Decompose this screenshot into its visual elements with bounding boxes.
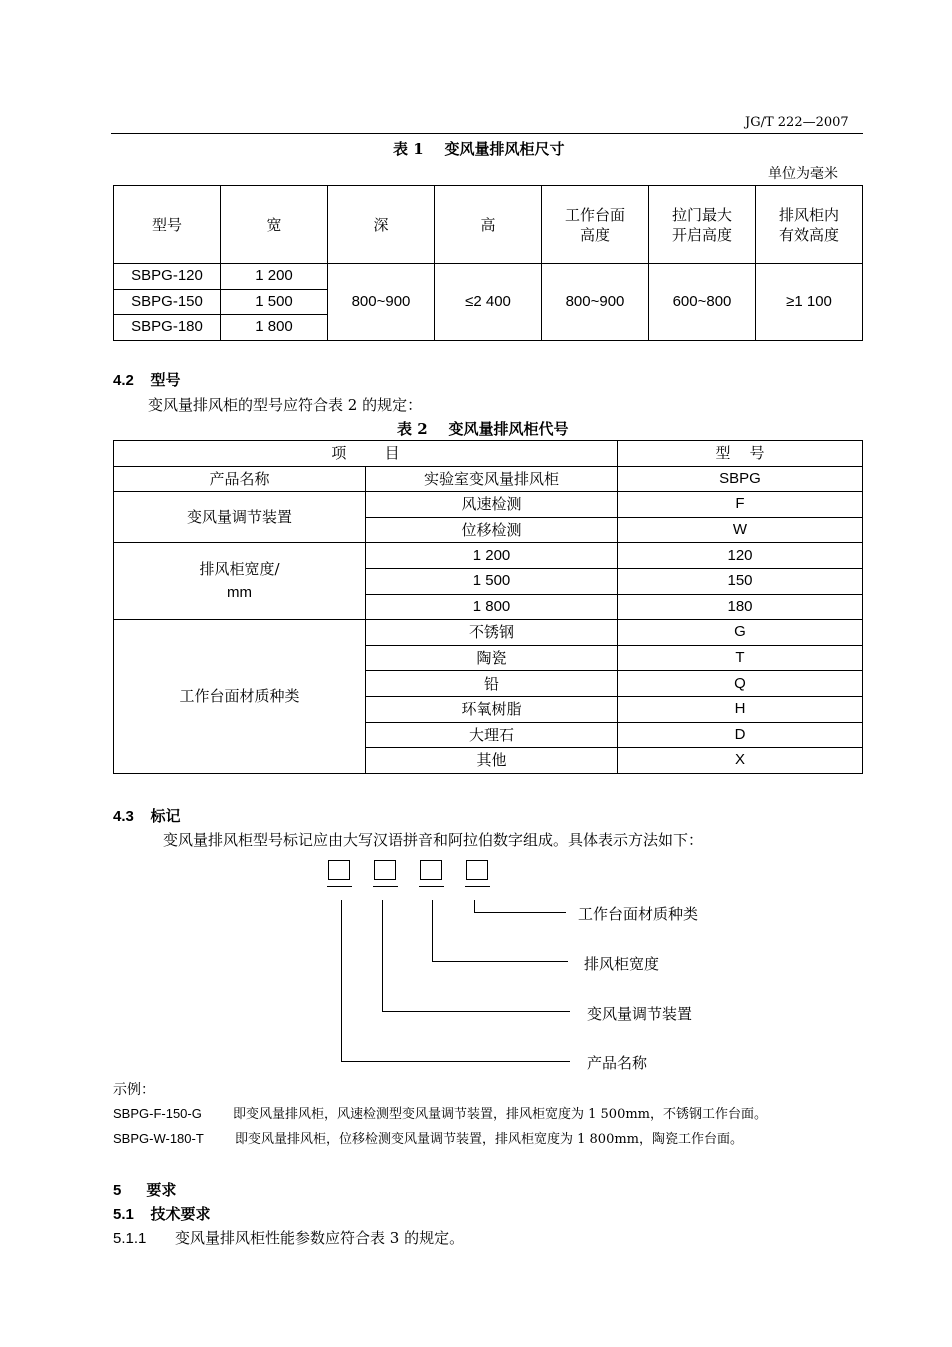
standard-code: JG/T 222—2007 xyxy=(745,115,849,130)
t2-header-model xyxy=(618,441,863,467)
t1-header-width: 宽 xyxy=(221,186,328,264)
t1-header-height: 高 xyxy=(435,186,542,264)
t2-material-code: T xyxy=(618,645,863,671)
t2-width-name: 1 800 xyxy=(366,594,618,620)
section-4-3-body: 变风量排风柜型号标记应由大写汉语拼音和阿拉伯数字组成。具体表示方法如下： xyxy=(163,831,704,849)
example-text: 即变风量排风柜，风速检测型变风量调节装置，排风柜宽度为 1 500mm，不锈钢工作台面。 xyxy=(233,1107,768,1122)
leader-line xyxy=(341,1061,570,1062)
example-code: SBPG-F-150-G xyxy=(113,1106,202,1121)
t2-regulator-label: 变风量调节装置 xyxy=(114,492,366,543)
marking-box-material xyxy=(466,860,488,880)
example-item xyxy=(113,1103,767,1122)
marking-box-regulator xyxy=(374,860,396,880)
clause-5-1-1 xyxy=(113,1227,464,1248)
table1-unit: 单位为毫米 xyxy=(768,166,838,182)
t2-product-name-label: 产品名称 xyxy=(114,466,366,492)
t1-row-model: SBPG-150 xyxy=(114,289,221,315)
t1-row-model: SBPG-120 xyxy=(114,264,221,290)
t2-width-name: 1 500 xyxy=(366,568,618,594)
marking-underline xyxy=(465,886,490,887)
t1-height-value: ≤2 400 xyxy=(435,264,542,341)
t2-material-name: 大理石 xyxy=(366,722,618,748)
t1-row-width: 1 500 xyxy=(221,289,328,315)
example-code: SBPG-W-180-T xyxy=(113,1131,204,1146)
header-rule xyxy=(111,133,863,134)
t1-header-effective-height xyxy=(756,186,863,264)
t2-material-name: 铅 xyxy=(366,671,618,697)
t1-header-door-opening xyxy=(649,186,756,264)
t2-material-label: 工作台面材质种类 xyxy=(114,620,366,774)
t2-material-code: Q xyxy=(618,671,863,697)
t2-product-name-value: 实验室变风量排风柜 xyxy=(366,466,618,492)
t1-row-model: SBPG-180 xyxy=(114,315,221,341)
example-item xyxy=(113,1128,743,1147)
examples-label: 示例： xyxy=(113,1082,155,1098)
t2-header-item xyxy=(114,441,618,467)
t2-regulator-name: 风速检测 xyxy=(366,492,618,518)
marking-underline xyxy=(419,886,444,887)
t2-material-name: 陶瓷 xyxy=(366,645,618,671)
marking-label-regulator: 变风量调节装置 xyxy=(587,1005,693,1023)
t2-regulator-code: W xyxy=(618,517,863,543)
marking-underline xyxy=(327,886,352,887)
t1-worktop-height-value: 800~900 xyxy=(542,264,649,341)
marking-box-width xyxy=(420,860,442,880)
marking-label-product: 产品名称 xyxy=(587,1054,648,1072)
t2-material-name: 环氧树脂 xyxy=(366,696,618,722)
t2-material-code: X xyxy=(618,748,863,774)
t1-effective-height-value: ≥1 100 xyxy=(756,264,863,341)
t2-width-code: 150 xyxy=(618,568,863,594)
table2-title: 表 2 变风量排风柜代号 xyxy=(397,420,569,438)
t2-width-code: 120 xyxy=(618,543,863,569)
t2-header-item-text: 项 目 xyxy=(331,444,400,463)
section-4-2-body: 变风量排风柜的型号应符合表 2 的规定： xyxy=(148,396,423,414)
table2 xyxy=(113,440,863,774)
t2-width-name: 1 200 xyxy=(366,543,618,569)
t2-material-name: 不锈钢 xyxy=(366,620,618,646)
t1-header-worktop-height xyxy=(542,186,649,264)
table1-title: 表 1 变风量排风柜尺寸 xyxy=(393,140,565,158)
leader-line xyxy=(474,912,566,913)
t2-material-code: H xyxy=(618,696,863,722)
t1-row-width: 1 200 xyxy=(221,264,328,290)
clause-number: 5.1.1 xyxy=(113,1230,147,1247)
t2-material-code: G xyxy=(618,620,863,646)
clause-text: 变风量排风柜性能参数应符合表 3 的规定。 xyxy=(175,1229,465,1247)
t2-material-name: 其他 xyxy=(366,748,618,774)
leader-line xyxy=(382,1011,570,1012)
section-4-2-heading: 4.2 型号 xyxy=(113,372,181,389)
leader-line xyxy=(382,900,383,1012)
t2-regulator-name: 位移检测 xyxy=(366,517,618,543)
marking-label-material: 工作台面材质种类 xyxy=(578,905,699,923)
marking-box-product xyxy=(328,860,350,880)
t2-width-label-line1: 排风柜宽度/ xyxy=(199,560,280,579)
section-5-1-heading: 5.1 技术要求 xyxy=(113,1206,211,1223)
t2-material-code: D xyxy=(618,722,863,748)
t1-header-effective-height-text: 排风柜内有效高度 xyxy=(778,205,839,244)
t1-header-depth: 深 xyxy=(328,186,435,264)
section-4-3-heading: 4.3 标记 xyxy=(113,808,181,825)
t1-header-worktop-height-text: 工作台面高度 xyxy=(564,205,625,244)
t2-width-label xyxy=(114,543,366,620)
t1-door-opening-value: 600~800 xyxy=(649,264,756,341)
leader-line xyxy=(341,900,342,1062)
t2-header-model-text: 型 号 xyxy=(715,444,765,463)
t1-header-model: 型号 xyxy=(114,186,221,264)
section-5-heading: 5 要求 xyxy=(113,1182,177,1199)
t1-row-width: 1 800 xyxy=(221,315,328,341)
leader-line xyxy=(432,900,433,962)
t2-regulator-code: F xyxy=(618,492,863,518)
t1-depth-value: 800~900 xyxy=(328,264,435,341)
table1 xyxy=(113,185,863,341)
t2-product-name-code: SBPG xyxy=(618,466,863,492)
t2-width-label-line2: mm xyxy=(227,584,252,602)
t1-header-door-opening-text: 拉门最大开启高度 xyxy=(671,205,732,244)
example-text: 即变风量排风柜，位移检测变风量调节装置，排风柜宽度为 1 800mm，陶瓷工作台面。 xyxy=(235,1132,744,1147)
marking-underline xyxy=(373,886,398,887)
marking-label-width: 排风柜宽度 xyxy=(584,955,660,973)
t2-width-code: 180 xyxy=(618,594,863,620)
leader-line xyxy=(432,961,568,962)
